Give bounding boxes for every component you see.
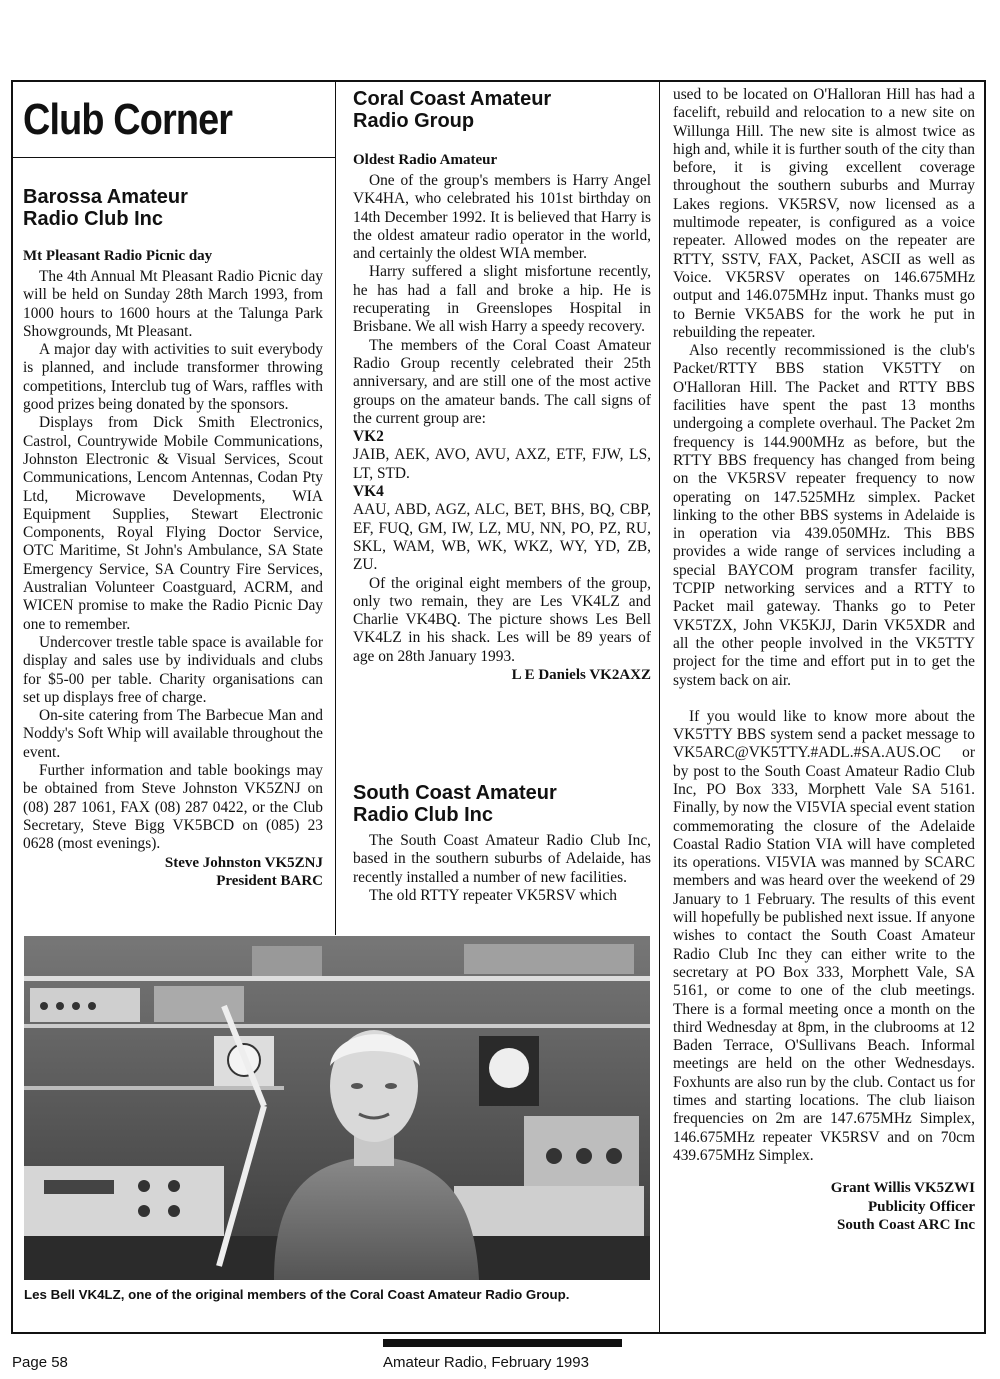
footer-bar xyxy=(383,1339,622,1347)
photo-radio-shack xyxy=(24,936,650,1280)
coral-paragraph: Of the original eight members of the group, only two remain, they are Les VK4LZ and Charlie VK4BQ. The picture shows Les Bell VK4LZ in his shack. Les will be 89 years of age on 28th January 1993. xyxy=(353,574,651,665)
vk4-label: VK4 xyxy=(353,483,384,501)
frame-right-rule xyxy=(984,80,986,1333)
frame-left-rule xyxy=(11,80,13,1333)
coral-paragraph: Harry suffered a slight misfortune recently, he has had a fall and broke a hip. He is recuperating in Greenslopes Hospital in Brisbane. We all wish Harry a speedy recovery. xyxy=(353,263,651,336)
southcoast-title-line1: South Coast Amateur xyxy=(353,782,557,804)
southcoast-paragraph: Also recently recommissioned is the club's Packet/RTTY BBS station VK5TTY on O'Halloran Hill. The Packet and RTTY BBS facilities have spent the past 13 months undergoing a complete overhaul. The Packet 2m frequency is 144.900MHz as before, but the RTTY BBS frequency has changed from being on the VK5RSV repeater frequency to now operating on 147.525MHz simplex. Packet linking to the other BBS systems in Adelaide is in operation via 439.050MHz. This BBS provides a wide range of services including a special BAYCOM program transfer facility, TCPIP networking services and a RTTY to Packet mail gateway. Thanks go to Peter VK5TZX, John VK5KJJ, Darin VK5XDR and all the other people involved in the VK5TTY project for the time and effort put in to get the system back on air. xyxy=(673,342,975,689)
barossa-title xyxy=(23,186,323,230)
southcoast-signature-org: South Coast ARC Inc xyxy=(837,1216,975,1233)
southcoast-title-line2: Radio Club Inc xyxy=(353,804,493,826)
southcoast-article-continued xyxy=(673,86,975,1234)
southcoast-paragraph: The old RTTY repeater VK5RSV which xyxy=(369,886,617,904)
vk2-callsigns: JAIB, AEK, AVO, AVU, AXZ, ETF, FJW, LS, LT, STD. xyxy=(353,446,651,482)
column-divider-1 xyxy=(335,80,336,935)
coral-signature: L E Daniels VK2AXZ xyxy=(511,667,651,684)
barossa-article xyxy=(23,186,323,890)
coral-title-line2: Radio Group xyxy=(353,110,475,132)
southcoast-article-start xyxy=(353,782,651,905)
barossa-signature-title: President BARC xyxy=(216,872,323,889)
coral-subhead: Oldest Radio Amateur xyxy=(353,152,498,168)
barossa-subhead: Mt Pleasant Radio Picnic day xyxy=(23,248,213,264)
southcoast-paragraph: The South Coast Amateur Radio Club Inc, based in the southern suburbs of Adelaide, has recently installed a number of new facilities. xyxy=(353,832,651,886)
southcoast-signature-name: Grant Willis VK5ZWI xyxy=(830,1180,975,1197)
radio-shack-illustration xyxy=(24,936,650,1280)
page-title: Club Corner xyxy=(23,95,233,144)
column-divider-2 xyxy=(659,80,660,1333)
barossa-title-line2: Radio Club Inc xyxy=(23,208,163,230)
title-underline xyxy=(11,157,336,158)
coral-title xyxy=(353,88,651,132)
southcoast-signature-title: Publicity Officer xyxy=(867,1198,975,1215)
vk4-callsigns: AAU, ABD, AGZ, ALC, BET, BHS, BQ, CBP, EF, FUQ, GM, IW, LZ, MU, NN, PO, PZ, RU, SKL, WAM, WB, WK, WKZ, WY, YD, ZB, ZU. xyxy=(353,501,651,574)
barossa-title-line1: Barossa Amateur xyxy=(23,186,188,208)
barossa-paragraph: Further information and table bookings may be obtained from Steve Johnston VK5ZNJ on (08) 287 1061, FAX (08) 287 0422, or the Club Secretary, Steve Bigg VK5BCD on (085) 23 0628 (most evenings). xyxy=(23,762,323,853)
barossa-paragraph: The 4th Annual Mt Pleasant Radio Picnic day will be held on Sunday 28th March 1993, from 1000 hours to 1600 hours at the Talunga Park Showgrounds, Mt Pleasant. xyxy=(23,268,323,340)
southcoast-paragraph: If you would like to know more about the VK5TTY BBS system send a packet message to VK5ARC@VK5TTY.#ADL.#SA.AUS.OC or by post to the South Coast Amateur Radio Club Inc, PO Box 333, Morphett Vale SA 5161. Finally, by now the VI5VIA special event station commemorating the closure of the Adelaide Coastal Radio Station VIA will have completed its operations. VI5VIA was manned by SCARC members and was heard over the weekend of 29 January to 1 February. The results of this event will hopefully be published next issue. If anyone wishes to contact the South Coast Amateur Radio Club Inc they can either write to the secretary at PO Box 333, Morphett Vale, SA 5161, or come to one of the club meetings. There is a formal meeting once a month on the third Wednesday at 8pm, in the clubrooms at 12 Baden Terrace, O'Sullivans Beach. Informal meetings are held on the other Wednesdays. Foxhunts are also run by the club. Contact us for times and starting locations. The club liaison frequencies on 2m are 147.675MHz Simplex, 146.675MHz repeater VK5RSV and on 70cm 439.675MHz Simplex. xyxy=(673,707,975,1164)
barossa-paragraph: Displays from Dick Smith Electronics, Castrol, Countrywide Mobile Communications, Johnston Electronic & Visual Services, Scout Communications, Lencom Antennas, Codan Pty Ltd, Microwave Developments, WIA Equipment Supplies, Stewart Electronic Components, Royal Flying Doctor Service, OTC Maritime, St John's Ambulance, SA State Emergency Service, SA Country Fire Services, Australian Volunteer Coastguard, ACRM, and WICEN promise to make the Radio Picnic Day one to remember. xyxy=(23,414,323,633)
barossa-signature-name: Steve Johnston VK5ZNJ xyxy=(164,854,323,871)
frame-bottom-rule xyxy=(11,1332,986,1334)
barossa-paragraph: Undercover trestle table space is available for display and sales use by individuals and clubs for $5-00 per table. Charity organisations can set up displays free of charge. xyxy=(23,633,323,706)
barossa-paragraph: A major day with activities to suit everybody is planned, and include transformer throwing competitions, Interclub tug of Wars, raffles with good prizes being donated by the sponsors. xyxy=(23,341,323,414)
southcoast-title xyxy=(353,782,651,826)
barossa-paragraph: On-site catering from The Barbecue Man and Noddy's Soft Whip will available throughout the event. xyxy=(23,707,323,761)
coral-article xyxy=(353,88,651,684)
footer-page-number: Page 58 xyxy=(12,1354,68,1371)
vk2-label: VK2 xyxy=(353,428,384,446)
coral-paragraph: One of the group's members is Harry Angel VK4HA, who celebrated his 101st birthday on 14th December 1992. It is believed that Harry is the oldest amateur radio operator in the world, and certainly the oldest WIA member. xyxy=(353,172,651,263)
photo-caption: Les Bell VK4LZ, one of the original members of the Coral Coast Amateur Radio Group. xyxy=(24,1287,570,1302)
southcoast-paragraph: used to be located on O'Halloran Hill has had a facelift, rebuild and relocation to a new site on Willunga Hill. The new site is almost twice as high and, while it is further south of the city than before, it is giving excellent coverage throughout the southern suburbs and Murray Lakes regions. VK5RSV, now licensed as a multimode repeater, is configured as a voice repeater. Allowed modes on the repeater are RTTY, SSTV, FAX, Packet, ASCII as well as Voice. VK5RSV operates on 146.675MHz output and 146.075MHz input. Thanks must go to Bernie VK5ABS for the work he put in rebuilding the repeater. xyxy=(673,86,975,341)
coral-paragraph: The members of the Coral Coast Amateur Radio Group recently celebrated their 25th anniversary, and are still one of the most active groups on the amateur bands. The call signs of the current group are: xyxy=(353,336,651,427)
coral-title-line1: Coral Coast Amateur xyxy=(353,88,552,110)
frame-top-rule xyxy=(11,80,985,82)
footer-magazine: Amateur Radio, February 1993 xyxy=(383,1354,589,1371)
